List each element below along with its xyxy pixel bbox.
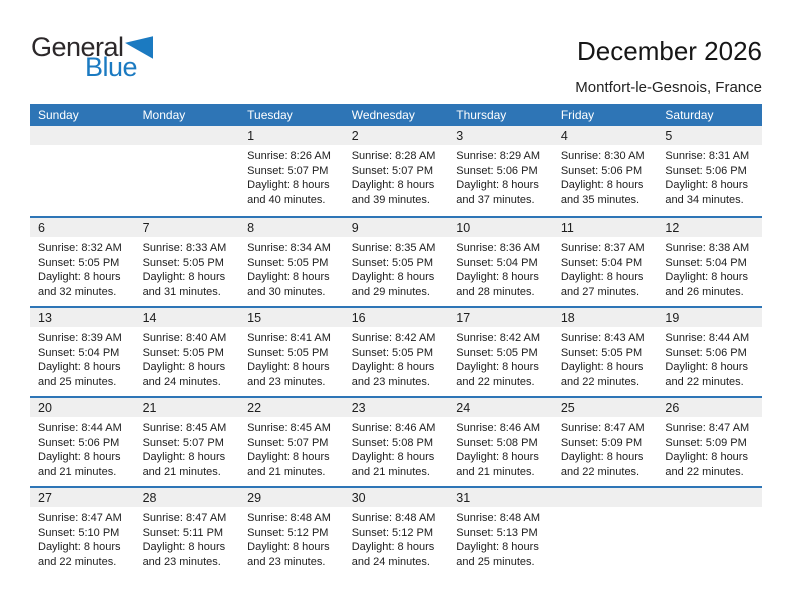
daylight-text: Daylight: 8 hours and 22 minutes.	[456, 361, 539, 388]
sunset-text: Sunset: 5:12 PM	[247, 526, 329, 539]
sunset-text: Sunset: 5:12 PM	[351, 526, 434, 539]
daylight-text: Daylight: 8 hours and 21 minutes.	[351, 451, 435, 478]
day-number-strip	[135, 126, 240, 145]
sunrise-text: Sunrise: 8:47 AM	[38, 512, 122, 524]
day-details	[344, 417, 449, 479]
sunrise-text: Sunrise: 8:44 AM	[38, 422, 122, 434]
day-number-strip	[657, 488, 762, 507]
sunset-text: Sunset: 5:06 PM	[665, 164, 747, 177]
day-number-strip	[448, 218, 553, 237]
day-number: 26	[665, 400, 680, 415]
daylight-text: Daylight: 8 hours and 35 minutes.	[560, 179, 644, 206]
sunset-text: Sunset: 5:07 PM	[142, 436, 224, 449]
day-details	[135, 417, 240, 479]
day-number-strip	[135, 488, 240, 507]
day-number: 12	[665, 220, 680, 235]
daylight-text: Daylight: 8 hours and 22 minutes.	[665, 451, 748, 478]
day-details	[344, 145, 449, 207]
day-number-strip	[239, 488, 344, 507]
day-number: 4	[560, 128, 568, 143]
day-cell-empty	[135, 126, 240, 216]
day-number-strip	[344, 126, 449, 145]
weekday-header-monday: Monday	[142, 108, 186, 122]
day-details	[344, 327, 449, 389]
day-cell-20	[30, 398, 135, 486]
day-number-strip	[553, 218, 658, 237]
weekday-header-friday: Friday	[560, 108, 595, 122]
sunrise-text: Sunrise: 8:48 AM	[247, 512, 331, 524]
daylight-text: Daylight: 8 hours and 21 minutes.	[247, 451, 330, 478]
daylight-text: Daylight: 8 hours and 21 minutes.	[38, 451, 121, 478]
day-number: 21	[142, 400, 157, 415]
sunrise-text: Sunrise: 8:30 AM	[560, 150, 645, 162]
day-cell-2	[344, 126, 449, 216]
weekday-header-thursday: Thursday	[456, 108, 507, 122]
day-number-strip	[553, 488, 658, 507]
day-number-strip	[553, 398, 658, 417]
sunrise-text: Sunrise: 8:32 AM	[38, 242, 122, 254]
day-number: 15	[247, 310, 262, 325]
sunrise-text: Sunrise: 8:48 AM	[456, 512, 541, 524]
daylight-text: Daylight: 8 hours and 24 minutes.	[142, 361, 226, 388]
day-cell-empty	[30, 126, 135, 216]
day-number-strip	[448, 398, 553, 417]
day-number: 28	[142, 490, 157, 505]
sunrise-text: Sunrise: 8:28 AM	[351, 150, 436, 162]
sunrise-text: Sunrise: 8:42 AM	[351, 332, 436, 344]
day-number: 17	[456, 310, 471, 325]
day-cell-empty	[657, 488, 762, 576]
sunrise-text: Sunrise: 8:40 AM	[142, 332, 227, 344]
day-details	[657, 327, 762, 389]
sunrise-text: Sunrise: 8:36 AM	[456, 242, 541, 254]
daylight-text: Daylight: 8 hours and 22 minutes.	[665, 361, 748, 388]
day-number-strip	[344, 398, 449, 417]
title-block	[575, 36, 762, 96]
weekday-header-saturday: Saturday	[665, 108, 714, 122]
calendar-grid	[30, 126, 762, 576]
day-number: 19	[665, 310, 680, 325]
day-cell-10	[448, 218, 553, 306]
day-details	[135, 327, 240, 389]
sunset-text: Sunset: 5:06 PM	[560, 164, 643, 177]
daylight-text: Daylight: 8 hours and 21 minutes.	[142, 451, 226, 478]
sunset-text: Sunset: 5:05 PM	[560, 346, 643, 359]
day-number: 6	[38, 220, 45, 235]
daylight-text: Daylight: 8 hours and 23 minutes.	[351, 361, 435, 388]
sunset-text: Sunset: 5:06 PM	[456, 164, 538, 177]
week-row	[30, 216, 762, 306]
day-details	[30, 417, 135, 479]
daylight-text: Daylight: 8 hours and 39 minutes.	[351, 179, 435, 206]
sunrise-text: Sunrise: 8:38 AM	[665, 242, 750, 254]
day-details	[553, 145, 658, 207]
sunrise-text: Sunrise: 8:26 AM	[247, 150, 331, 162]
sunrise-text: Sunrise: 8:45 AM	[247, 422, 331, 434]
day-cell-7	[135, 218, 240, 306]
sunrise-text: Sunrise: 8:33 AM	[142, 242, 227, 254]
sunset-text: Sunset: 5:06 PM	[38, 436, 120, 449]
daylight-text: Daylight: 8 hours and 34 minutes.	[665, 179, 748, 206]
day-details	[30, 507, 135, 569]
day-number-strip	[657, 126, 762, 145]
day-number: 24	[456, 400, 471, 415]
sunrise-text: Sunrise: 8:47 AM	[665, 422, 750, 434]
day-number: 10	[456, 220, 471, 235]
sunset-text: Sunset: 5:07 PM	[247, 436, 329, 449]
daylight-text: Daylight: 8 hours and 23 minutes.	[142, 541, 226, 568]
sunrise-text: Sunrise: 8:45 AM	[142, 422, 227, 434]
daylight-text: Daylight: 8 hours and 30 minutes.	[247, 271, 330, 298]
day-number-strip	[135, 398, 240, 417]
day-cell-11	[553, 218, 658, 306]
day-details	[239, 417, 344, 479]
sunrise-text: Sunrise: 8:31 AM	[665, 150, 750, 162]
day-details	[135, 507, 240, 569]
daylight-text: Daylight: 8 hours and 23 minutes.	[247, 541, 330, 568]
sunrise-text: Sunrise: 8:42 AM	[456, 332, 541, 344]
day-cell-22	[239, 398, 344, 486]
sunset-text: Sunset: 5:06 PM	[665, 346, 747, 359]
day-cell-16	[344, 308, 449, 396]
sunset-text: Sunset: 5:04 PM	[665, 256, 747, 269]
day-details	[30, 237, 135, 299]
day-number-strip	[448, 126, 553, 145]
day-details	[448, 145, 553, 207]
sunrise-text: Sunrise: 8:39 AM	[38, 332, 122, 344]
sunset-text: Sunset: 5:05 PM	[142, 346, 224, 359]
day-cell-12	[657, 218, 762, 306]
day-number-strip	[344, 488, 449, 507]
page-subtitle: Montfort-le-Gesnois, France	[575, 79, 762, 96]
day-number: 27	[38, 490, 52, 505]
day-details	[239, 145, 344, 207]
sunrise-text: Sunrise: 8:47 AM	[560, 422, 645, 434]
weekday-header-sunday: Sunday	[38, 108, 79, 122]
week-row	[30, 486, 762, 576]
daylight-text: Daylight: 8 hours and 40 minutes.	[247, 179, 330, 206]
daylight-text: Daylight: 8 hours and 22 minutes.	[38, 541, 121, 568]
daylight-text: Daylight: 8 hours and 32 minutes.	[38, 271, 121, 298]
sunrise-text: Sunrise: 8:29 AM	[456, 150, 541, 162]
day-number-strip	[239, 398, 344, 417]
day-cell-13	[30, 308, 135, 396]
day-number-strip	[239, 126, 344, 145]
day-details	[553, 417, 658, 479]
day-cell-25	[553, 398, 658, 486]
sunset-text: Sunset: 5:04 PM	[456, 256, 538, 269]
day-number-strip	[657, 308, 762, 327]
sunrise-text: Sunrise: 8:35 AM	[351, 242, 436, 254]
day-details	[657, 237, 762, 299]
day-number: 1	[247, 128, 255, 143]
day-number: 8	[247, 220, 255, 235]
day-number: 13	[38, 310, 52, 325]
day-cell-8	[239, 218, 344, 306]
day-number: 29	[247, 490, 262, 505]
day-number-strip	[344, 218, 449, 237]
sunrise-text: Sunrise: 8:44 AM	[665, 332, 750, 344]
daylight-text: Daylight: 8 hours and 23 minutes.	[247, 361, 330, 388]
day-cell-3	[448, 126, 553, 216]
weekday-header-row	[30, 104, 762, 126]
day-number: 9	[351, 220, 359, 235]
day-details	[448, 507, 553, 569]
day-number: 7	[142, 220, 150, 235]
day-cell-24	[448, 398, 553, 486]
sunset-text: Sunset: 5:11 PM	[142, 526, 224, 539]
day-number-strip	[30, 126, 135, 145]
day-cell-28	[135, 488, 240, 576]
day-cell-empty	[553, 488, 658, 576]
daylight-text: Daylight: 8 hours and 24 minutes.	[351, 541, 435, 568]
day-cell-30	[344, 488, 449, 576]
daylight-text: Daylight: 8 hours and 26 minutes.	[665, 271, 748, 298]
sunset-text: Sunset: 5:13 PM	[456, 526, 538, 539]
general-blue-logo	[31, 34, 153, 81]
sunset-text: Sunset: 5:07 PM	[351, 164, 434, 177]
week-row	[30, 126, 762, 216]
day-number: 22	[247, 400, 262, 415]
weekday-header-wednesday: Wednesday	[351, 108, 415, 122]
day-number: 20	[38, 400, 52, 415]
sunrise-text: Sunrise: 8:47 AM	[142, 512, 227, 524]
day-number: 11	[560, 220, 574, 235]
day-number-strip	[135, 218, 240, 237]
day-number-strip	[657, 218, 762, 237]
day-details	[553, 237, 658, 299]
day-details	[30, 327, 135, 389]
calendar	[30, 104, 762, 576]
day-number: 18	[560, 310, 575, 325]
day-cell-19	[657, 308, 762, 396]
sunset-text: Sunset: 5:10 PM	[38, 526, 120, 539]
day-number-strip	[135, 308, 240, 327]
sunrise-text: Sunrise: 8:41 AM	[247, 332, 331, 344]
sunset-text: Sunset: 5:05 PM	[142, 256, 224, 269]
sunrise-text: Sunrise: 8:46 AM	[351, 422, 436, 434]
sunrise-text: Sunrise: 8:48 AM	[351, 512, 436, 524]
day-details	[448, 327, 553, 389]
day-details	[344, 237, 449, 299]
daylight-text: Daylight: 8 hours and 22 minutes.	[560, 361, 644, 388]
day-number: 31	[456, 490, 471, 505]
day-number-strip	[553, 126, 658, 145]
day-number-strip	[30, 398, 135, 417]
day-details	[239, 327, 344, 389]
day-cell-26	[657, 398, 762, 486]
day-number: 23	[351, 400, 366, 415]
day-number-strip	[657, 398, 762, 417]
day-number-strip	[448, 488, 553, 507]
day-number: 2	[351, 128, 359, 143]
day-details	[448, 237, 553, 299]
sunrise-text: Sunrise: 8:37 AM	[560, 242, 645, 254]
day-number: 5	[665, 128, 673, 143]
weekday-header-tuesday: Tuesday	[247, 108, 293, 122]
day-number-strip	[344, 308, 449, 327]
day-cell-5	[657, 126, 762, 216]
sunset-text: Sunset: 5:05 PM	[351, 346, 434, 359]
sunset-text: Sunset: 5:05 PM	[38, 256, 120, 269]
day-number: 30	[351, 490, 366, 505]
day-cell-15	[239, 308, 344, 396]
week-row	[30, 396, 762, 486]
sunset-text: Sunset: 5:04 PM	[38, 346, 120, 359]
sunset-text: Sunset: 5:05 PM	[247, 256, 329, 269]
day-number-strip	[448, 308, 553, 327]
day-number: 3	[456, 128, 464, 143]
sunset-text: Sunset: 5:09 PM	[665, 436, 747, 449]
daylight-text: Daylight: 8 hours and 22 minutes.	[560, 451, 644, 478]
daylight-text: Daylight: 8 hours and 28 minutes.	[456, 271, 539, 298]
day-number-strip	[239, 308, 344, 327]
day-cell-17	[448, 308, 553, 396]
day-number-strip	[239, 218, 344, 237]
logo-text-general: General	[31, 32, 124, 62]
sunset-text: Sunset: 5:05 PM	[247, 346, 329, 359]
daylight-text: Daylight: 8 hours and 25 minutes.	[38, 361, 121, 388]
logo-text-blue: Blue	[85, 52, 138, 82]
day-number-strip	[30, 488, 135, 507]
sunset-text: Sunset: 5:05 PM	[456, 346, 538, 359]
daylight-text: Daylight: 8 hours and 27 minutes.	[560, 271, 644, 298]
sunset-text: Sunset: 5:08 PM	[456, 436, 538, 449]
day-details	[553, 327, 658, 389]
day-cell-18	[553, 308, 658, 396]
sunrise-text: Sunrise: 8:43 AM	[560, 332, 645, 344]
day-cell-21	[135, 398, 240, 486]
sunset-text: Sunset: 5:08 PM	[351, 436, 434, 449]
sunset-text: Sunset: 5:09 PM	[560, 436, 643, 449]
day-details	[135, 237, 240, 299]
daylight-text: Daylight: 8 hours and 31 minutes.	[142, 271, 226, 298]
day-details	[657, 145, 762, 207]
day-number-strip	[30, 218, 135, 237]
sunset-text: Sunset: 5:07 PM	[247, 164, 329, 177]
sunrise-text: Sunrise: 8:46 AM	[456, 422, 541, 434]
day-details	[657, 417, 762, 479]
day-cell-27	[30, 488, 135, 576]
day-details	[344, 507, 449, 569]
day-number: 16	[351, 310, 366, 325]
sunrise-text: Sunrise: 8:34 AM	[247, 242, 331, 254]
daylight-text: Daylight: 8 hours and 21 minutes.	[456, 451, 539, 478]
day-number: 25	[560, 400, 575, 415]
sunset-text: Sunset: 5:04 PM	[560, 256, 643, 269]
daylight-text: Daylight: 8 hours and 25 minutes.	[456, 541, 539, 568]
day-cell-6	[30, 218, 135, 306]
day-number-strip	[30, 308, 135, 327]
day-cell-14	[135, 308, 240, 396]
day-cell-9	[344, 218, 449, 306]
day-cell-23	[344, 398, 449, 486]
day-cell-1	[239, 126, 344, 216]
week-row	[30, 306, 762, 396]
day-cell-4	[553, 126, 658, 216]
day-cell-31	[448, 488, 553, 576]
day-cell-29	[239, 488, 344, 576]
day-details	[239, 237, 344, 299]
page-title: December 2026	[577, 36, 762, 66]
daylight-text: Daylight: 8 hours and 37 minutes.	[456, 179, 539, 206]
day-number: 14	[142, 310, 157, 325]
daylight-text: Daylight: 8 hours and 29 minutes.	[351, 271, 435, 298]
sunset-text: Sunset: 5:05 PM	[351, 256, 434, 269]
day-details	[239, 507, 344, 569]
day-details	[448, 417, 553, 479]
day-number-strip	[553, 308, 658, 327]
